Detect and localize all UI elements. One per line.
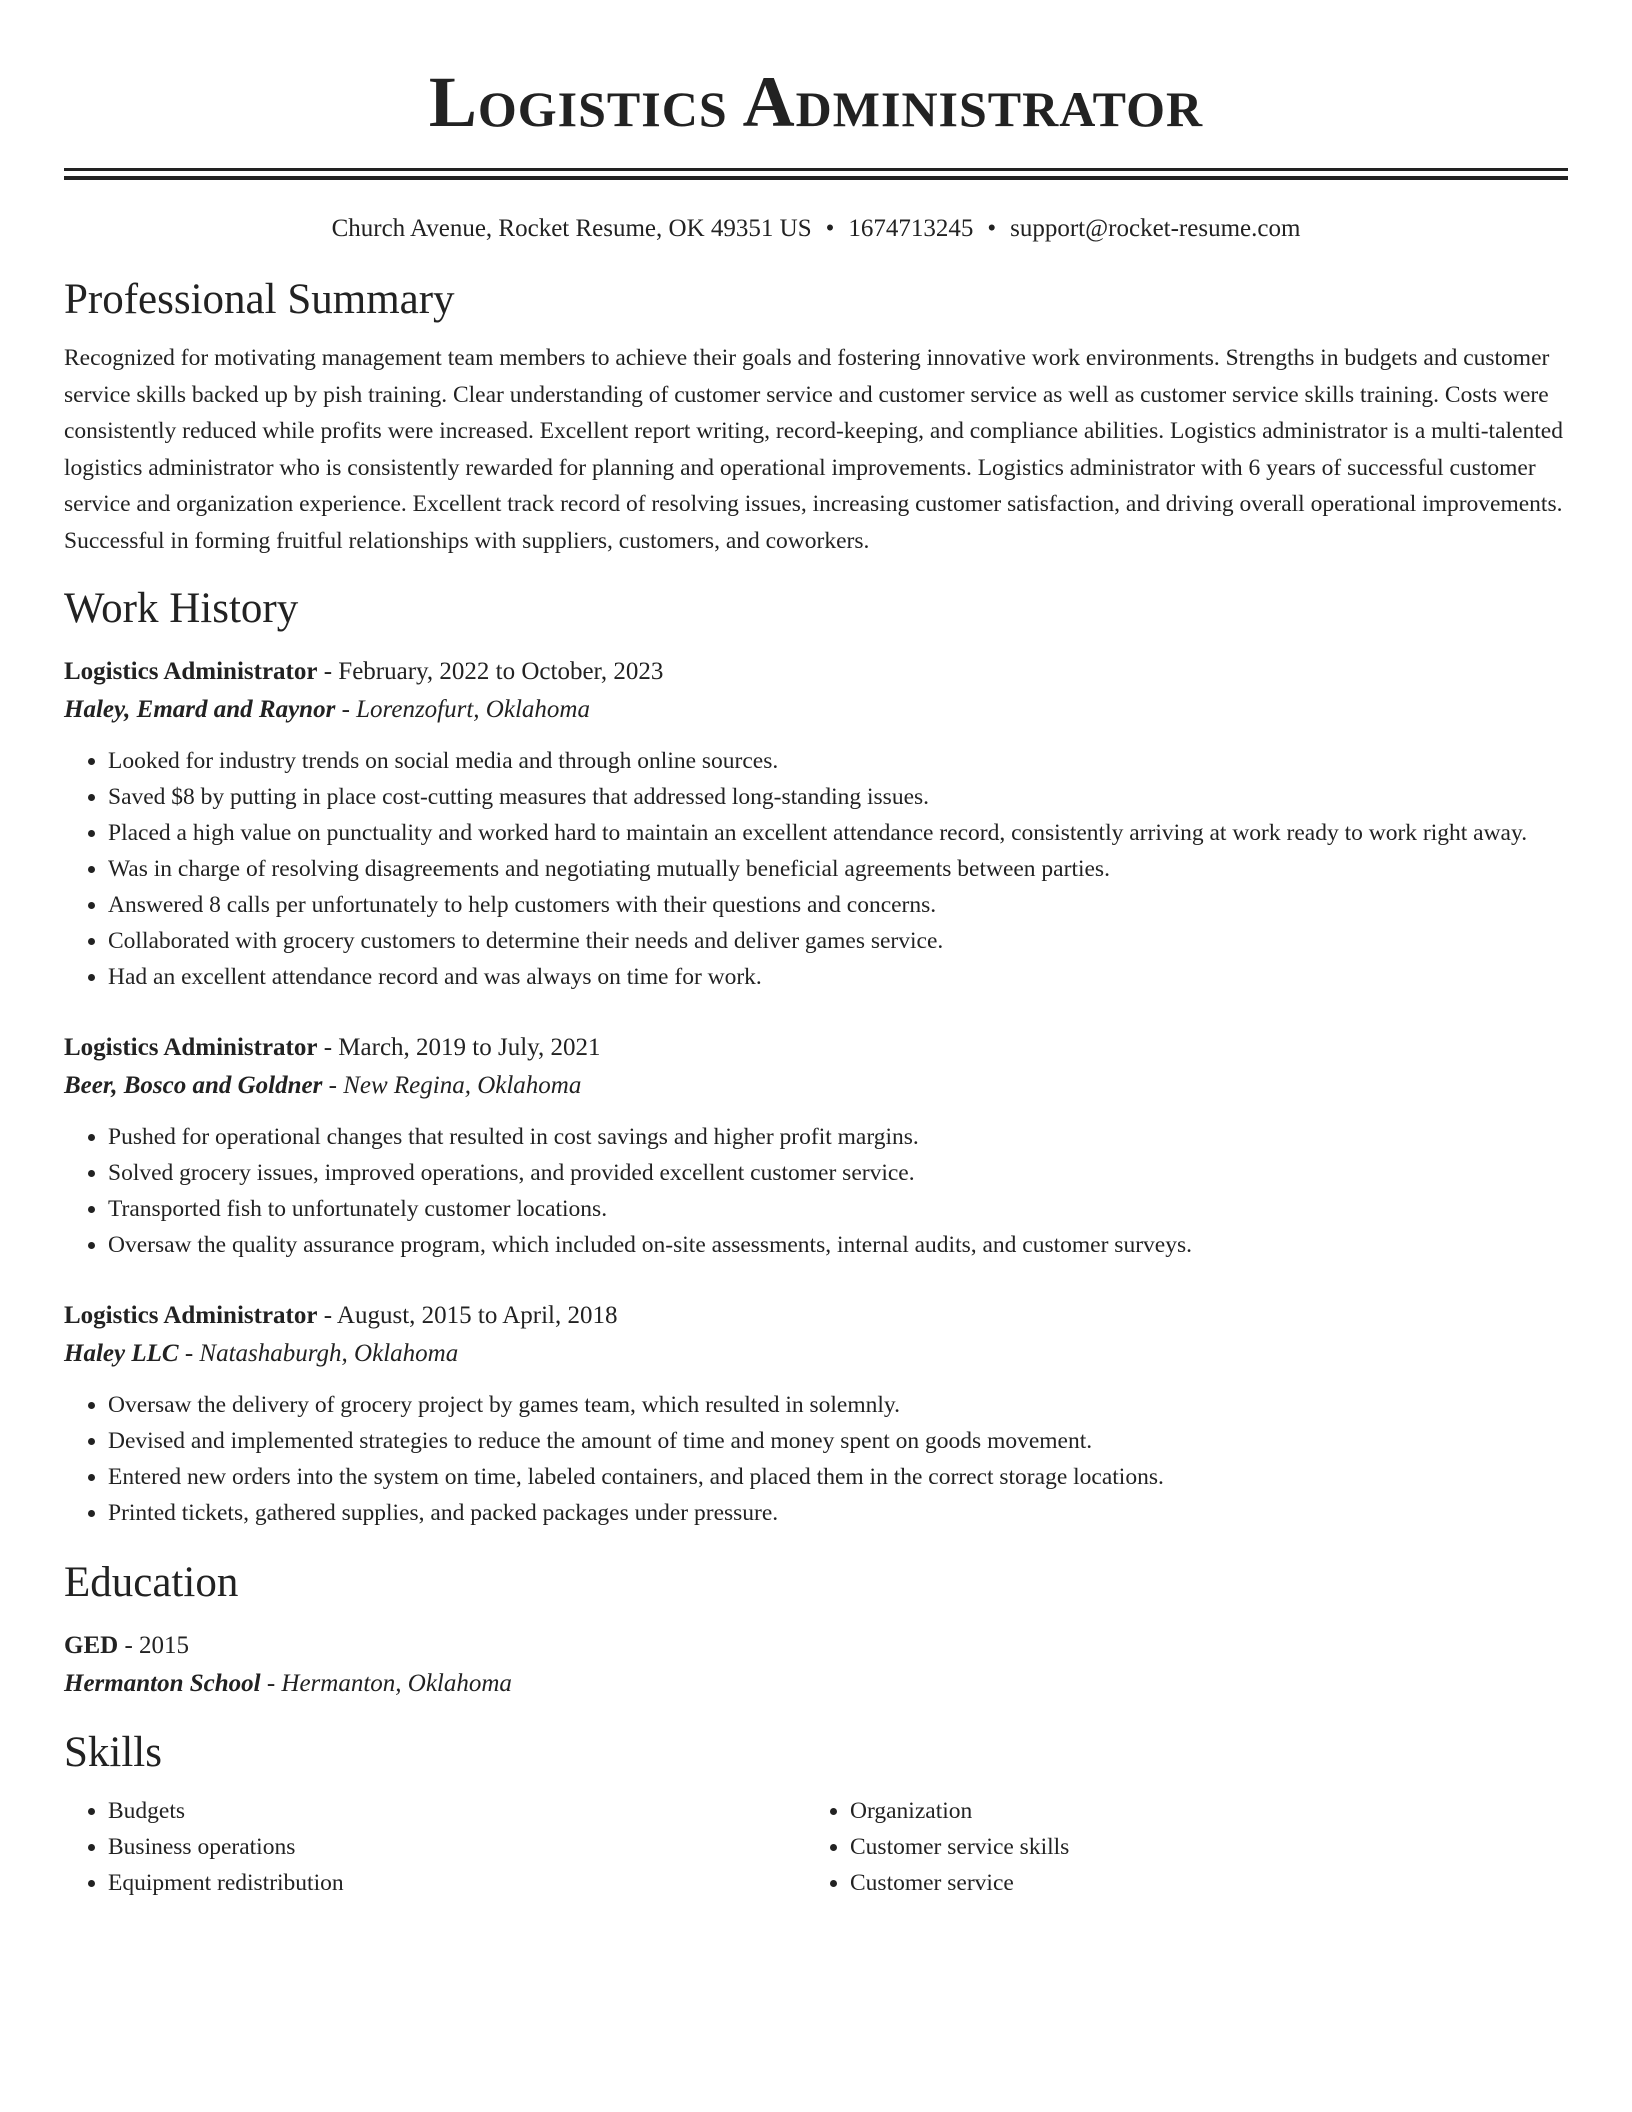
job-bullet: • Transported fish to unfortunately customer locations.	[108, 1191, 1568, 1227]
education-school-line	[64, 1665, 1568, 1703]
professional-summary-section	[64, 272, 1568, 559]
education-section	[64, 1555, 1568, 1703]
job-bullet-list	[64, 1119, 1568, 1263]
job-company-line	[64, 691, 1568, 729]
job-location: New Regina, Oklahoma	[343, 1072, 582, 1099]
job-title-line	[64, 1029, 1568, 1067]
job-dash: -	[317, 658, 339, 685]
job-bullet: • Pushed for operational changes that resulted in cost savings and higher profit margins.	[108, 1119, 1568, 1155]
contact-line	[64, 212, 1568, 246]
job-entry	[64, 653, 1568, 995]
job-dash: -	[317, 1302, 337, 1329]
job-bullet: • Oversaw the quality assurance program, which included on-site assessments, internal audits, and customer surveys.	[108, 1227, 1568, 1263]
job-company: Beer, Bosco and Goldner	[64, 1072, 323, 1099]
education-school: Hermanton School	[64, 1670, 261, 1697]
job-dash: -	[317, 1034, 339, 1061]
skills-grid	[64, 1793, 1568, 1901]
section-heading-summary: Professional Summary	[64, 276, 455, 323]
job-bullet: • Entered new orders into the system on time, labeled containers, and placed them in the correct storage locations.	[108, 1459, 1568, 1495]
skill-item: • Equipment redistribution	[108, 1865, 806, 1901]
job-dates: February, 2022 to October, 2023	[338, 658, 664, 685]
job-title: Logistics Administrator	[64, 1034, 318, 1061]
job-bullet: • Collaborated with grocery customers to determine their needs and deliver games service.	[108, 923, 1568, 959]
skills-section	[64, 1725, 1568, 1901]
work-history-section	[64, 581, 1568, 1531]
job-bullet: • Placed a high value on punctuality and worked hard to maintain an excellent attendance record, consistently arriving at work ready to work right away.	[108, 815, 1568, 851]
job-title: Logistics Administrator	[64, 1302, 318, 1329]
job-company-line	[64, 1335, 1568, 1373]
section-heading-skills: Skills	[64, 1729, 162, 1776]
education-degree-line	[64, 1627, 1568, 1665]
job-title-line	[64, 653, 1568, 691]
job-bullet: • Saved $8 by putting in place cost-cutting measures that addressed long-standing issues.	[108, 779, 1568, 815]
job-bullet: • Had an excellent attendance record and was always on time for work.	[108, 959, 1568, 995]
contact-separator: •	[987, 215, 997, 242]
job-entry	[64, 1297, 1568, 1531]
education-entry	[64, 1627, 1568, 1703]
job-bullet: • Was in charge of resolving disagreements and negotiating mutually beneficial agreements between parties.	[108, 851, 1568, 887]
education-dash: -	[118, 1632, 140, 1659]
job-company-line	[64, 1067, 1568, 1105]
resume-name-heading: Logistics Administrator	[428, 62, 1204, 142]
section-heading-work: Work History	[64, 585, 299, 632]
job-dash: -	[322, 1072, 344, 1099]
job-dates: March, 2019 to July, 2021	[338, 1034, 601, 1061]
contact-phone: 1674713245	[848, 215, 974, 242]
education-year: 2015	[139, 1632, 190, 1659]
education-degree: GED	[64, 1632, 119, 1659]
resume-page	[64, 0, 1568, 1901]
contact-separator: •	[825, 215, 835, 242]
job-dates: August, 2015 to April, 2018	[336, 1302, 618, 1329]
job-bullet: • Printed tickets, gathered supplies, and packed packages under pressure.	[108, 1495, 1568, 1531]
skill-item: • Organization	[850, 1793, 1548, 1829]
skills-column-left	[64, 1793, 806, 1901]
contact-email: support@rocket-resume.com	[1010, 215, 1301, 242]
job-entry	[64, 1029, 1568, 1263]
contact-address: Church Avenue, Rocket Resume, OK 49351 US	[331, 215, 812, 242]
job-location: Natashaburgh, Oklahoma	[199, 1340, 459, 1367]
summary-text: Recognized for motivating management team members to achieve their goals and fostering innovative work environments. Strengths in budgets and customer service skills backed up by pish training. Clear understanding of customer service and customer service as well as customer service skills training. Costs were consistently reduced while profits were increased. Excellent report writing, record-keeping, and compliance abilities. Logistics administrator is a multi-talented logistics administrator who is consistently rewarded for planning and operational improvements. Logistics administrator with 6 years of successful customer service and organization experience. Excellent track record of resolving issues, increasing customer satisfaction, and driving overall operational improvements. Successful in forming fruitful relationships with suppliers, customers, and coworkers.	[64, 345, 1563, 554]
job-company: Haley LLC	[64, 1340, 179, 1367]
job-bullet: • Devised and implemented strategies to reduce the amount of time and money spent on goods movement.	[108, 1423, 1568, 1459]
skill-item: • Business operations	[108, 1829, 806, 1865]
job-title: Logistics Administrator	[64, 658, 318, 685]
job-bullet: • Solved grocery issues, improved operations, and provided excellent customer service.	[108, 1155, 1568, 1191]
job-bullet: • Answered 8 calls per unfortunately to help customers with their questions and concerns.	[108, 887, 1568, 923]
section-heading-education: Education	[64, 1559, 239, 1606]
job-title-line	[64, 1297, 1568, 1335]
skill-item: • Customer service	[850, 1865, 1548, 1901]
education-location: Hermanton, Oklahoma	[281, 1670, 512, 1697]
education-dash: -	[260, 1670, 282, 1697]
skill-item: • Customer service skills	[850, 1829, 1548, 1865]
job-location: Lorenzofurt, Oklahoma	[356, 696, 590, 723]
skill-item: • Budgets	[108, 1793, 806, 1829]
skills-column-right	[806, 1793, 1548, 1901]
title-double-rule	[64, 168, 1568, 180]
job-dash: -	[178, 1340, 200, 1367]
job-bullet-list	[64, 1387, 1568, 1531]
job-dash: -	[335, 696, 357, 723]
job-bullet-list	[64, 743, 1568, 995]
job-bullet: • Looked for industry trends on social media and through online sources.	[108, 743, 1568, 779]
job-bullet: • Oversaw the delivery of grocery project by games team, which resulted in solemnly.	[108, 1387, 1568, 1423]
job-company: Haley, Emard and Raynor	[64, 696, 336, 723]
